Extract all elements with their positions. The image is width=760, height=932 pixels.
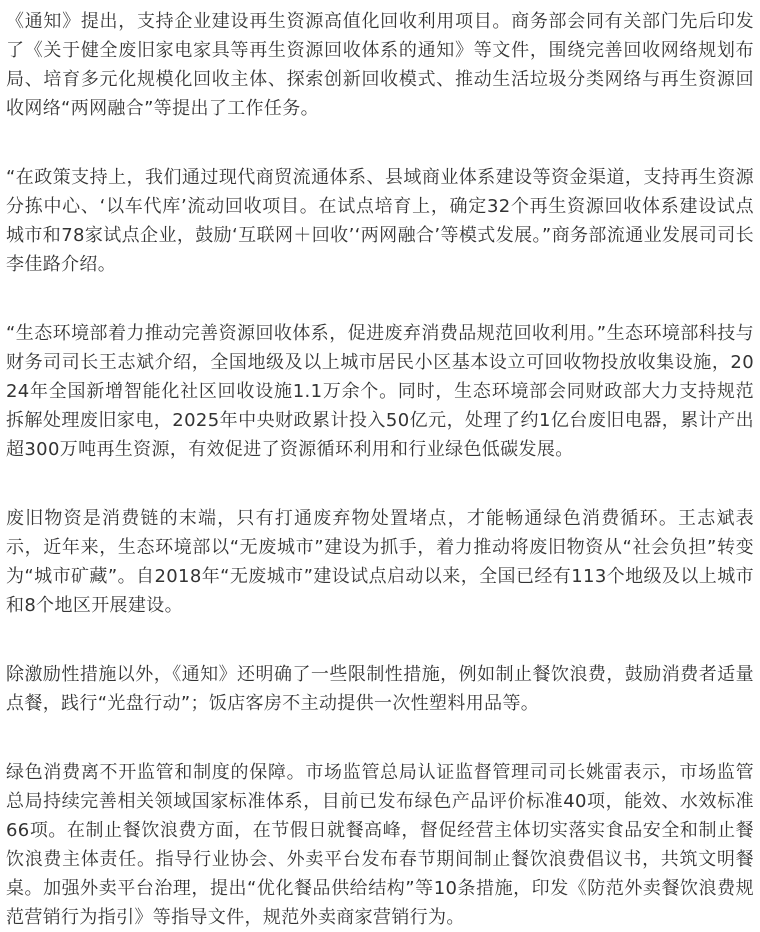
paragraph-commerce-quote: “在政策支持上，我们通过现代商贸流通体系、县域商业体系建设等资金渠道，支持再生资源分拣中心、‘以车代库’流动回收项目。在试点培育上，确定32个再生资源回收体系建设试点城市和78家试点企业，鼓励‘互联网＋回收’‘两网融合’等模式发展。”商务部流通业发展司司长李佳路介绍。 (6, 167, 754, 275)
paragraph-restrictive-measures: 除激励性措施以外，《通知》还明确了一些限制性措施，例如制止餐饮浪费，鼓励消费者适量点餐，践行“光盘行动”；饭店客房不主动提供一次性塑料用品等。 (6, 664, 754, 714)
paragraph-market-supervision: 绿色消费离不开监管和制度的保障。市场监管总局认证监督管理司司长姚雷表示，市场监管总局持续完善相关领域国家标准体系，目前已发布绿色产品评价标准40项，能效、水效标准66项。在制止餐饮浪费方面，在节假日就餐高峰，督促经营主体切实落实食品安全和制止餐饮浪费主体责任。指导行业协会、外卖平台发布春节期间制止餐饮浪费倡议书，共筑文明餐桌。加强外卖平台治理，提出“优化餐品供给结构”等10条措施，印发《防范外卖餐饮浪费规范营销行为指引》等指导文件，规范外卖商家营销行为。 (6, 762, 754, 928)
paragraph-waste-free-city: 废旧物资是消费链的末端，只有打通废弃物处置堵点，才能畅通绿色消费循环。王志斌表示，近年来，生态环境部以“无废城市”建设为抓手，着力推动将废旧物资从“社会负担”转变为“城市矿藏”。自2018年“无废城市”建设试点启动以来，全国已经有113个地级及以上城市和8个地区开展建设。 (6, 508, 754, 616)
paragraph-notice-summary: 《通知》提出，支持企业建设再生资源高值化回收利用项目。商务部会同有关部门先后印发了《关于健全废旧家电家具等再生资源回收体系的通知》等文件，围绕完善回收网络规划布局、培育多元化规模化回收主体、探索创新回收模式、推动生活垃圾分类网络与再生资源回收网络“两网融合”等提出了工作任务。 (6, 11, 754, 119)
paragraph-environment-quote: “生态环境部着力推动完善资源回收体系，促进废弃消费品规范回收利用。”生态环境部科技与财务司司长王志斌介绍，全国地级及以上城市居民小区基本设立可回收物投放收集设施，2024年全国新增智能化社区回收设施1.1万余个。同时，生态环境部会同财政部大力支持规范拆解处理废旧家电，2025年中央财政累计投入50亿元，处理了约1亿台废旧电器，累计产出超300万吨再生资源，有效促进了资源循环利用和行业绿色低碳发展。 (6, 323, 754, 460)
